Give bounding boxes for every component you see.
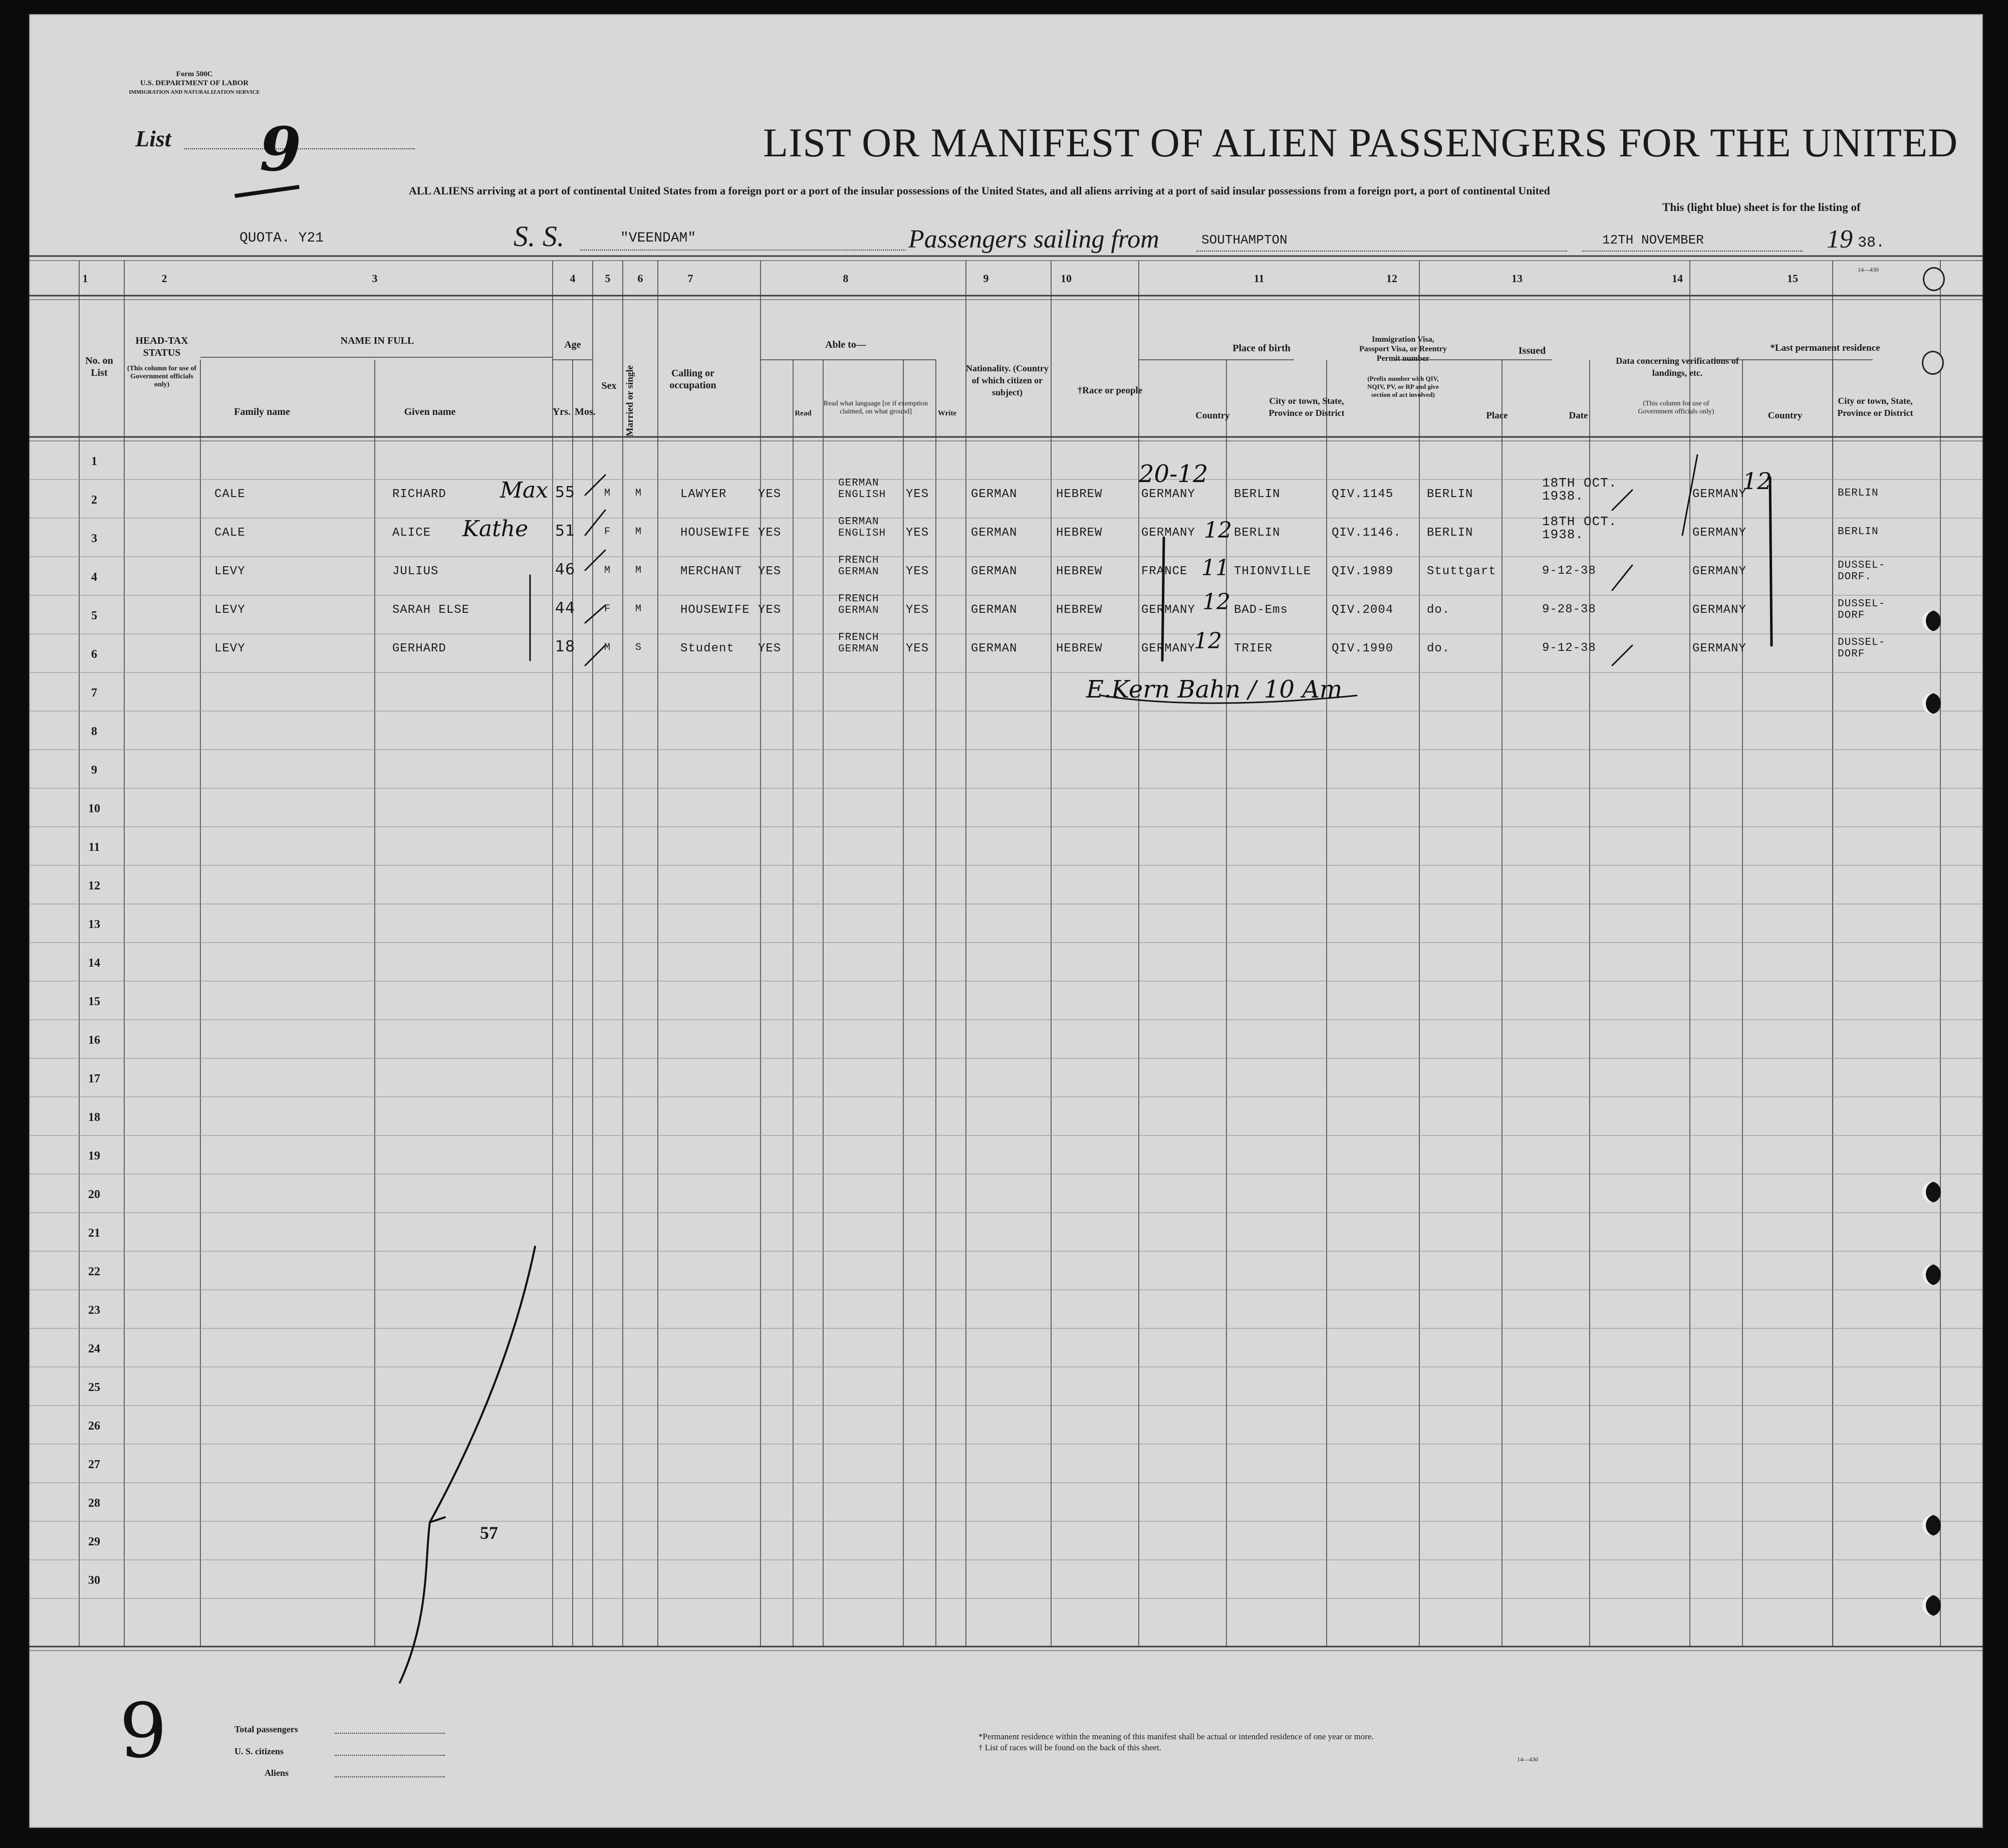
passenger-family-name: LEVY xyxy=(214,603,245,617)
page-title: LIST OR MANIFEST OF ALIEN PASSENGERS FOR THE UNITED xyxy=(763,120,1958,165)
passenger-issue-place: do. xyxy=(1427,603,1450,617)
row-number: 15 xyxy=(88,995,100,1008)
passenger-given-name-handwritten: Max xyxy=(500,478,549,503)
passenger-age-years: 18 xyxy=(555,638,576,655)
passenger-res-country: GERMANY xyxy=(1692,488,1746,501)
passenger-issue-date-2: 1938. xyxy=(1542,489,1584,504)
passenger-language-2: GERMAN xyxy=(838,643,879,655)
ss-label: S. S. xyxy=(514,220,565,253)
passenger-birth-city: BERLIN xyxy=(1234,488,1281,501)
passenger-sex: M xyxy=(604,642,611,653)
number-57: 57 xyxy=(480,1523,498,1543)
passenger-issue-date xyxy=(1542,642,1596,655)
punch-hole-3 xyxy=(1922,610,1941,631)
birth-code-3: 11 xyxy=(1201,555,1229,581)
row-number: 1 xyxy=(91,455,97,468)
passenger-marital: S xyxy=(635,642,642,653)
passenger-given-name-handwritten: Kathe xyxy=(462,516,529,542)
row-number: 16 xyxy=(88,1034,100,1047)
passenger-languages xyxy=(838,555,879,578)
row-number: 3 xyxy=(91,532,97,545)
passenger-languages xyxy=(838,593,879,616)
colnum-10: 10 xyxy=(1061,272,1072,285)
passenger-write: YES xyxy=(906,603,929,617)
header-visa-note: (Prefix number with QIV, NQIV, PV, or RP and give section of act involved) xyxy=(1367,375,1439,398)
passenger-given-name: SARAH ELSE xyxy=(392,603,470,617)
passenger-res-city-1: DUSSEL- xyxy=(1838,560,1886,571)
punch-hole-4 xyxy=(1922,693,1941,714)
passenger-nationality: GERMAN xyxy=(971,565,1018,578)
header-given-name: Given name xyxy=(404,406,456,417)
form-number: Form 500C xyxy=(176,70,213,78)
subtitle-line1: ALL ALIENS arriving at a port of continental United States from a foreign port or a port of the insular possessions of the United States, and all aliens arriving at a port of said insular possessions from a foreign port, a port of continental United xyxy=(409,184,1550,197)
header-name-in-full: NAME IN FULL xyxy=(340,335,414,346)
passenger-issue-date-1: 9-28-38 xyxy=(1542,603,1596,616)
header-family-name: Family name xyxy=(234,406,290,417)
passenger-language-2: GERMAN xyxy=(838,605,879,616)
passenger-age-years: 51 xyxy=(555,522,576,540)
row-number: 20 xyxy=(88,1188,100,1201)
colnum-9: 9 xyxy=(983,272,989,285)
passenger-nationality: GERMAN xyxy=(971,526,1018,540)
passenger-visa: QIV.2004 xyxy=(1332,603,1394,617)
header-mos: Mos. xyxy=(575,406,596,417)
row-number: 19 xyxy=(88,1149,100,1163)
row-number: 11 xyxy=(88,841,100,854)
subtitle-line2: This (light blue) sheet is for the listing of xyxy=(1662,201,1861,213)
header-read: Read xyxy=(795,409,812,417)
passenger-given-name: GERHARD xyxy=(392,642,446,655)
row-number: 14 xyxy=(88,957,100,970)
passenger-visa: QIV.1145 xyxy=(1332,488,1394,501)
punch-hole-6 xyxy=(1922,1264,1941,1285)
footer-note-2: † List of races will be found on the back of this sheet. xyxy=(978,1743,1161,1752)
passenger-language-1: GERMAN xyxy=(838,478,879,489)
passenger-issue-place: BERLIN xyxy=(1427,526,1473,540)
row-number: 28 xyxy=(88,1497,100,1510)
colnum-1: 1 xyxy=(82,272,88,285)
quota: QUOTA. Y21 xyxy=(239,230,324,246)
passenger-race: HEBREW xyxy=(1056,565,1103,578)
passenger-language-1: FRENCH xyxy=(838,632,879,643)
list-label: List xyxy=(135,126,171,151)
passenger-given-name: JULIUS xyxy=(392,565,439,578)
row-number: 18 xyxy=(88,1111,100,1124)
header-issued-date: Date xyxy=(1569,410,1588,421)
birth-code-2: 12 xyxy=(1204,518,1232,543)
header-issued-place: Place xyxy=(1486,410,1508,421)
passenger-write: YES xyxy=(906,642,929,655)
passenger-res-city xyxy=(1838,488,1879,499)
row-number: 13 xyxy=(88,918,100,931)
colnum-11: 11 xyxy=(1253,272,1265,285)
passenger-language-1: FRENCH xyxy=(838,593,879,605)
passenger-read: YES xyxy=(758,642,782,655)
passenger-nationality: GERMAN xyxy=(971,642,1018,655)
passenger-occupation: MERCHANT xyxy=(680,565,742,578)
row-number: 9 xyxy=(91,764,97,777)
form-code-top: 14—430 xyxy=(1858,266,1879,273)
passenger-nationality: GERMAN xyxy=(971,603,1018,617)
passenger-sex: M xyxy=(604,488,611,499)
row-number: 30 xyxy=(88,1574,100,1587)
header-birth-city: City or town, State, Province or District xyxy=(1269,396,1345,418)
passenger-res-city-1: DUSSEL- xyxy=(1838,637,1886,648)
passenger-language-2: ENGLISH xyxy=(838,489,886,501)
header-birth-country: Country xyxy=(1195,410,1230,421)
passenger-res-city-1: BERLIN xyxy=(1838,488,1879,499)
passenger-issue-place: BERLIN xyxy=(1427,488,1473,501)
passenger-issue-date-1: 18TH OCT. xyxy=(1542,514,1617,529)
row-number: 8 xyxy=(91,725,97,738)
passenger-birth-city: TRIER xyxy=(1234,642,1273,655)
colnum-3: 3 xyxy=(372,272,378,285)
passenger-age-years: 46 xyxy=(555,561,576,578)
form-service: IMMIGRATION AND NATURALIZATION SERVICE xyxy=(129,89,260,95)
header-res-city: City or town, State, Province or District xyxy=(1837,396,1913,418)
passenger-res-city-1: BERLIN xyxy=(1838,526,1879,538)
passenger-family-name: LEVY xyxy=(214,565,245,578)
passenger-sex: F xyxy=(604,603,611,615)
passenger-res-country: GERMANY xyxy=(1692,642,1746,655)
passenger-language-2: GERMAN xyxy=(838,566,879,578)
passenger-birth-country: GERMANY xyxy=(1141,642,1195,655)
passenger-res-city xyxy=(1838,637,1885,660)
footer-note-1: *Permanent residence within the meaning of this manifest shall be actual or intended residence of one year or more. xyxy=(978,1732,1374,1741)
passenger-res-city xyxy=(1838,560,1885,583)
passenger-visa: QIV.1989 xyxy=(1332,565,1394,578)
header-read-language: Read what language [or if exemption claimed, on what ground] xyxy=(824,400,928,415)
header-age: Age xyxy=(564,339,581,350)
manifest-sheet xyxy=(29,14,1983,1828)
passenger-birth-city: BERLIN xyxy=(1234,526,1281,540)
row-number: 21 xyxy=(88,1227,100,1240)
colnum-4: 4 xyxy=(570,272,576,285)
row-number: 17 xyxy=(88,1072,100,1085)
row-number: 25 xyxy=(88,1381,100,1394)
header-sex: Sex xyxy=(601,380,617,391)
colnum-5: 5 xyxy=(605,272,611,285)
passenger-birth-country: GERMANY xyxy=(1141,603,1195,617)
passenger-languages xyxy=(838,516,886,539)
header-verifications: Data concerning verifications of landings, etc. xyxy=(1616,356,1739,378)
passenger-marital: M xyxy=(635,603,642,615)
passenger-marital: M xyxy=(635,565,642,576)
passenger-issue-date-1: 9-12-38 xyxy=(1542,641,1596,655)
passenger-read: YES xyxy=(758,526,782,540)
passenger-sex: M xyxy=(604,565,611,576)
passenger-race: HEBREW xyxy=(1056,603,1103,617)
header-head-tax-note: (This column for use of Government officials only) xyxy=(127,365,197,388)
passenger-languages xyxy=(838,632,879,655)
row-number: 6 xyxy=(91,648,97,661)
header-last-residence: *Last permanent residence xyxy=(1770,343,1880,353)
passenger-res-country: GERMANY xyxy=(1692,526,1746,540)
passenger-read: YES xyxy=(758,603,782,617)
passenger-issue-place: do. xyxy=(1427,642,1450,655)
footer-code: 14—430 xyxy=(1517,1756,1538,1763)
manifest-grid xyxy=(29,14,1983,1828)
punch-hole-7 xyxy=(1922,1515,1941,1536)
passenger-family-name: LEVY xyxy=(214,642,245,655)
passenger-res-city xyxy=(1838,598,1885,621)
passenger-marital: M xyxy=(635,526,642,538)
passenger-issue-date xyxy=(1542,603,1596,616)
row-number: 12 xyxy=(88,879,100,892)
passenger-occupation: HOUSEWIFE xyxy=(680,603,750,617)
header-calling: Calling or occupation xyxy=(669,368,716,391)
footer-total: Total passengers xyxy=(234,1724,298,1734)
colnum-13: 13 xyxy=(1512,272,1523,285)
footer-aliens: Aliens xyxy=(265,1768,289,1778)
passenger-write: YES xyxy=(906,488,929,501)
header-verifications-note: (This column for use of Government officials only) xyxy=(1638,400,1714,415)
passenger-issue-date-1: 9-12-38 xyxy=(1542,564,1596,578)
passenger-languages xyxy=(838,478,886,501)
passenger-race: HEBREW xyxy=(1056,526,1103,540)
year-prefix: 19 xyxy=(1827,225,1853,254)
sailing-date: 12TH NOVEMBER xyxy=(1602,233,1704,248)
header-head-tax: HEAD-TAX STATUS xyxy=(135,335,188,358)
passenger-birth-city: THIONVILLE xyxy=(1234,565,1312,578)
passenger-visa: QIV.1146. xyxy=(1332,526,1401,540)
passenger-res-city-1: DUSSEL- xyxy=(1838,598,1886,610)
row-number: 29 xyxy=(88,1535,100,1548)
passenger-issue-date xyxy=(1542,515,1617,541)
sailing-label: Passengers sailing from xyxy=(908,225,1159,254)
passenger-language-1: FRENCH xyxy=(838,555,879,566)
punch-hole-2 xyxy=(1922,351,1944,375)
punch-hole-8 xyxy=(1922,1595,1941,1616)
passenger-res-country: GERMANY xyxy=(1692,603,1746,617)
header-nationality: Nationality. (Country of which citizen or subject) xyxy=(966,363,1049,397)
residence-code: 12 xyxy=(1742,468,1772,495)
passenger-birth-country: GERMANY xyxy=(1141,526,1195,540)
colnum-14: 14 xyxy=(1672,272,1683,285)
birth-code-5: 12 xyxy=(1194,628,1222,654)
row-number: 10 xyxy=(88,802,100,815)
punch-hole-5 xyxy=(1922,1182,1941,1203)
birth-code-4: 12 xyxy=(1202,589,1230,615)
passenger-given-name: ALICE xyxy=(392,526,431,540)
passenger-write: YES xyxy=(906,526,929,540)
passenger-issue-date xyxy=(1542,477,1617,503)
passenger-family-name: CALE xyxy=(214,488,245,501)
row-number: 7 xyxy=(91,686,97,700)
row-number: 22 xyxy=(88,1265,100,1278)
passenger-race: HEBREW xyxy=(1056,642,1103,655)
passenger-res-city xyxy=(1838,526,1879,538)
footer-total-line xyxy=(335,1733,445,1734)
header-married: Married or single xyxy=(625,365,635,437)
punch-hole-1 xyxy=(1923,267,1945,291)
row-number: 23 xyxy=(88,1304,100,1317)
header-race: †Race or people xyxy=(1077,385,1143,396)
passenger-issue-date xyxy=(1542,565,1596,578)
passenger-age-years: 44 xyxy=(555,599,576,617)
footer-citizens-line xyxy=(335,1755,445,1756)
margin-number-9: 9 xyxy=(119,1688,167,1775)
colnum-12: 12 xyxy=(1386,272,1397,285)
header-yrs: Yrs. xyxy=(552,406,571,417)
colnum-15: 15 xyxy=(1787,272,1798,285)
passenger-birth-city: BAD-Ems xyxy=(1234,603,1288,617)
row-number: 27 xyxy=(88,1458,100,1471)
colnum-8: 8 xyxy=(843,272,849,285)
row-number: 2 xyxy=(91,494,97,507)
header-issued: Issued xyxy=(1518,345,1546,356)
header-visa: Immigration Visa, Passport Visa, or Reentry Permit number xyxy=(1359,335,1447,363)
passenger-language-1: GERMAN xyxy=(838,516,879,528)
passenger-occupation: HOUSEWIFE xyxy=(680,526,750,540)
footer-citizens: U. S. citizens xyxy=(234,1746,284,1756)
colnum-6: 6 xyxy=(637,272,643,285)
passenger-marital: M xyxy=(635,488,642,499)
passenger-read: YES xyxy=(758,488,782,501)
passenger-family-name: CALE xyxy=(214,526,245,540)
header-place-of-birth: Place of birth xyxy=(1232,343,1291,354)
passenger-language-2: ENGLISH xyxy=(838,528,886,539)
row-number: 4 xyxy=(91,571,97,584)
passenger-res-city-2: DORF xyxy=(1838,648,1865,660)
passenger-issue-date-1: 18TH OCT. xyxy=(1542,476,1617,491)
passenger-issue-date-2: 1938. xyxy=(1542,527,1584,542)
header-res-country: Country xyxy=(1768,410,1803,421)
header-able-to: Able to— xyxy=(825,339,866,350)
signature: E.Kern Bahn / 10 Am xyxy=(1086,675,1343,704)
passenger-nationality: GERMAN xyxy=(971,488,1018,501)
header-no-on-list: No. on List xyxy=(85,355,113,378)
port-name: SOUTHAMPTON xyxy=(1201,233,1288,248)
birth-code-1: 20-12 xyxy=(1139,460,1208,488)
passenger-birth-country: FRANCE xyxy=(1141,565,1188,578)
row-number: 26 xyxy=(88,1420,100,1433)
passenger-res-city-2: DORF. xyxy=(1838,571,1872,583)
passenger-read: YES xyxy=(758,565,782,578)
passenger-birth-country: GERMANY xyxy=(1141,488,1195,501)
passenger-occupation: LAWYER xyxy=(680,488,727,501)
passenger-given-name: RICHARD xyxy=(392,488,446,501)
header-write: Write xyxy=(937,409,957,417)
list-number: 9 xyxy=(260,114,302,185)
passenger-sex: F xyxy=(604,526,611,538)
ship-name: "VEENDAM" xyxy=(620,230,696,246)
passenger-res-city-2: DORF xyxy=(1838,610,1865,621)
passenger-age-years: 55 xyxy=(555,484,576,501)
row-number: 24 xyxy=(88,1342,100,1355)
form-department: U.S. DEPARTMENT OF LABOR xyxy=(140,79,249,87)
colnum-7: 7 xyxy=(687,272,693,285)
year-suffix: 38. xyxy=(1858,235,1885,252)
passenger-issue-place: Stuttgart xyxy=(1427,565,1496,578)
passenger-visa: QIV.1990 xyxy=(1332,642,1394,655)
passenger-res-country: GERMANY xyxy=(1692,565,1746,578)
row-number: 5 xyxy=(91,609,97,622)
footer-aliens-line xyxy=(335,1776,445,1777)
passenger-race: HEBREW xyxy=(1056,488,1103,501)
passenger-write: YES xyxy=(906,565,929,578)
colnum-2: 2 xyxy=(161,272,167,285)
passenger-occupation: Student xyxy=(680,642,734,655)
